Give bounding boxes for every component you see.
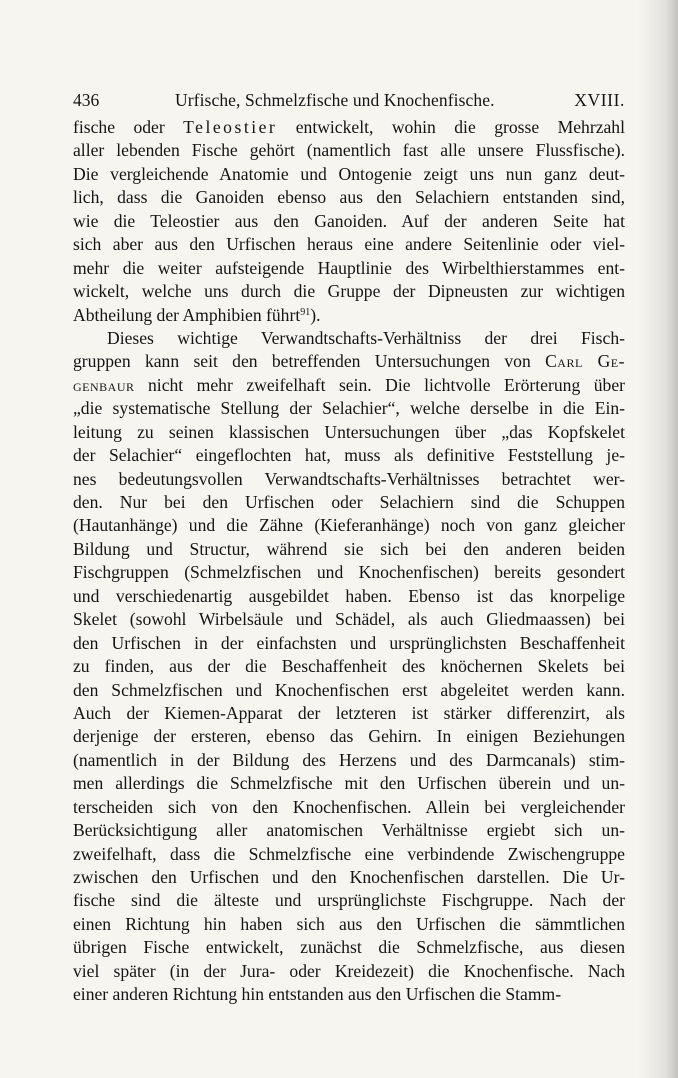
text-line [73, 538, 625, 561]
text-line [73, 561, 625, 584]
text-line [73, 139, 625, 162]
text-run: den. Nur bei den Urfischen oder Selachiern sind die Schuppen [73, 492, 625, 512]
text-line [73, 163, 625, 186]
text-line [73, 374, 625, 397]
text-run: men allerdings die Schmelzfische mit den Urfischen überein und un- [73, 773, 625, 794]
text-run: Fischgruppen (Schmelzfischen und Knochenfischen) bereits gesondert [73, 562, 625, 583]
text-run: lich, dass die Ganoiden ebenso aus den Selachiern entstanden sind, [73, 187, 625, 208]
text-line [73, 491, 625, 514]
text-line [73, 679, 625, 702]
text-run: (namentlich in der Bildung des Herzens und des Darmcanals) stim- [73, 749, 625, 770]
text-run: einer anderen Richtung hin entstanden aus den Urfischen die Stamm- [73, 984, 562, 1005]
text-run: entwickelt, wohin die grosse Mehrzahl [277, 117, 625, 137]
text-run: Die vergleichende Anatomie und Ontogenie zeigt uns nun ganz deut- [73, 163, 625, 184]
text-run: „die systematische Stellung der Selachier“, welche derselbe in die Ein- [73, 398, 625, 419]
text-run: (Hautanhänge) und die Zähne (Kieferanhänge) noch von ganz gleicher [73, 515, 625, 536]
text-run: übrigen Fische entwickelt, zunächst die Schmelzfische, aus diesen [73, 937, 625, 958]
text-line [73, 327, 625, 350]
text-line [73, 749, 625, 772]
text-line [73, 796, 625, 819]
text-run: Bildung und Structur, während sie sich bei den anderen beiden [73, 538, 625, 559]
text-line [73, 186, 625, 209]
text-line [73, 889, 625, 912]
text-run: derjenige der ersteren, ebenso das Gehirn. In einigen Beziehungen [73, 726, 625, 747]
text-run: leitung zu seinen klassischen Untersuchungen über „das Kopfskelet [73, 421, 625, 442]
text-line [73, 514, 625, 537]
text-run: ). [310, 304, 321, 325]
chapter-number: XVIII. [574, 90, 625, 110]
text-line [73, 655, 625, 678]
text-run: aller lebenden Fische gehört (namentlich fast alle unsere Flussfische). [73, 140, 625, 161]
text-run: den Schmelzfischen und Knochenfischen erst abgeleitet werden kann. [73, 679, 625, 700]
text-line [73, 843, 625, 866]
text-line [73, 421, 625, 444]
text-run: nes bedeutungsvollen Verwandtschafts-Verhältnisses betrachtet wer- [73, 468, 625, 489]
text-run: den Urfischen in der einfachsten und ursprünglichsten Beschaffenheit [73, 632, 625, 653]
text-run: mehr die weiter aufsteigende Hauptlinie des Wirbelthierstammes ent- [73, 257, 625, 278]
text-run: zu finden, aus der die Beschaffenheit des knöchernen Skelets bei [73, 656, 625, 677]
text-run: zweifelhaft, dass die Schmelzfische eine verbindende Zwischengruppe [73, 843, 625, 864]
text-run: Abtheilung der Amphibien führt [73, 304, 301, 325]
page-number: 436 [73, 90, 100, 110]
page-edge-shadow [638, 0, 678, 1078]
text-line [73, 444, 625, 467]
text-line [73, 725, 625, 748]
text-line [73, 468, 625, 491]
text-line [73, 233, 625, 256]
text-run: fische sind die älteste und ursprünglichste Fischgruppe. Nach der [73, 890, 625, 911]
text-line [73, 350, 625, 373]
text-run: fische oder [73, 117, 184, 137]
paragraph [73, 116, 625, 327]
text-line [73, 936, 625, 959]
author-name: genbaur [73, 374, 135, 395]
text-line [73, 702, 625, 725]
text-line [73, 866, 625, 889]
text-line [73, 983, 625, 1006]
text-line [73, 772, 625, 795]
text-line [73, 585, 625, 608]
text-line [73, 819, 625, 842]
text-run: viel später (in der Jura- oder Kreidezeit) die Knochenfische. Nach [73, 960, 625, 981]
text-line [73, 397, 625, 420]
text-run: Dieses wichtige Verwandtschafts-Verhältniss der drei Fisch- [107, 327, 625, 348]
text-run: Auch der Kiemen-Apparat der letzteren ist stärker differenzirt, als [73, 702, 625, 723]
text-line [73, 608, 625, 631]
text-run: terscheiden sich von den Knochenfischen. Allein bei vergleichender [73, 796, 625, 817]
body-text [73, 116, 625, 1007]
running-header [73, 88, 625, 112]
author-name: Carl Ge- [545, 351, 625, 372]
text-run: der Selachier“ eingeflochten hat, muss als definitive Feststellung je- [73, 445, 625, 466]
text-run: sich aber aus den Urfischen heraus eine andere Seitenlinie oder viel- [73, 234, 625, 255]
text-run: einen Richtung hin haben sich aus den Urfischen die sämmtlichen [73, 913, 625, 934]
text-run: gruppen kann seit den betreffenden Untersuchungen von [73, 351, 546, 372]
running-title: Urfische, Schmelzfische und Knochenfische. [175, 90, 495, 110]
spaced-term: Teleostier [183, 117, 278, 137]
text-line [73, 913, 625, 936]
text-line [73, 304, 625, 327]
text-run: und verschiedenartig ausgebildet haben. Ebenso ist das knorpelige [73, 585, 625, 606]
text-line [73, 210, 625, 233]
text-run: zwischen den Urfischen und den Knochenfischen darstellen. Die Ur- [73, 867, 625, 887]
text-run: wickelt, welche uns durch die Gruppe der Dipneusten zur wichtigen [73, 281, 625, 302]
text-line [73, 960, 625, 983]
text-line [73, 280, 625, 303]
footnote-ref: 91 [300, 306, 311, 318]
text-run: wie die Teleostier aus den Ganoiden. Auf der anderen Seite hat [73, 210, 625, 231]
text-run: Skelet (sowohl Wirbelsäule und Schädel, als auch Gliedmaassen) bei [73, 609, 625, 630]
text-line [73, 116, 625, 139]
paragraph [73, 327, 625, 1007]
text-line [73, 632, 625, 655]
text-line [73, 257, 625, 280]
text-run: nicht mehr zweifelhaft sein. Die lichtvolle Erörterung über [134, 374, 625, 395]
text-run: Berücksichtigung aller anatomischen Verhältnisse ergiebt sich un- [73, 820, 625, 841]
